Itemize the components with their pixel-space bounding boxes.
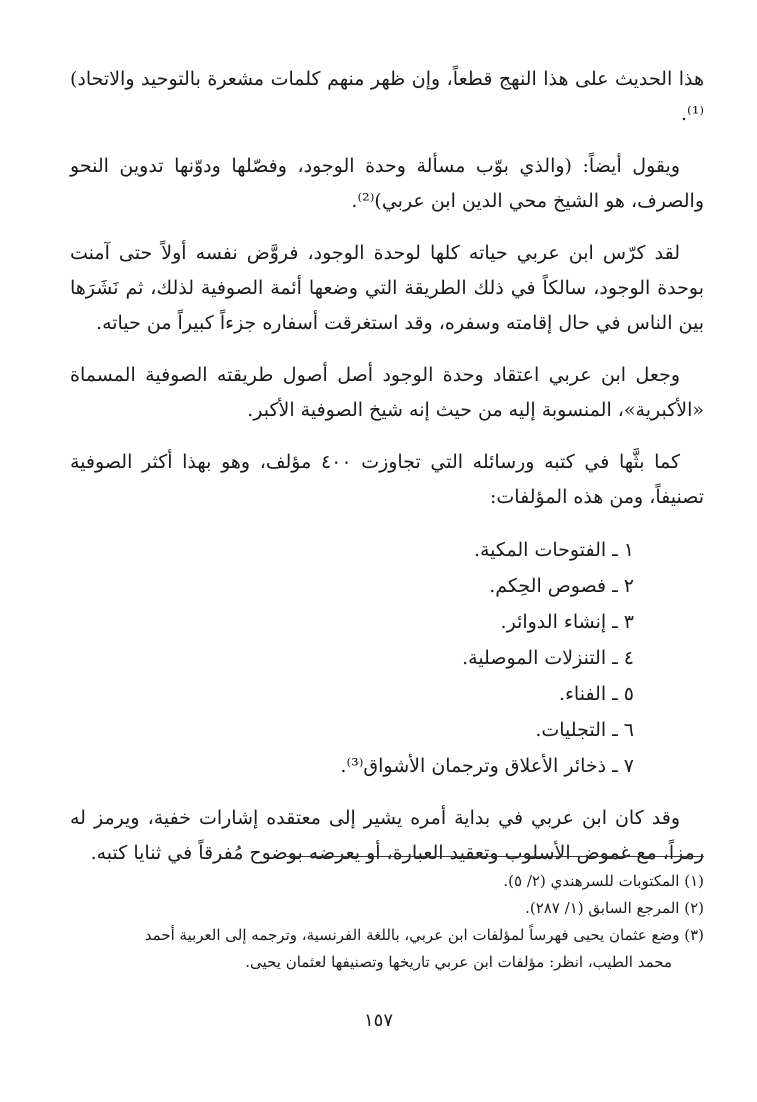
footnote-divider <box>283 856 704 857</box>
list-item: ١ ـ الفتوحات المكية. <box>473 539 634 561</box>
list-item: ٣ ـ إنشاء الدوائر. <box>500 611 634 633</box>
paragraph-5: كما بثَّها في كتبه ورسائله التي تجاوزت ٤٠٠ مؤلف، وهو بهذا أكثر الصوفية تصنيفاً، ومن هذه المؤلفات: <box>70 451 704 508</box>
paragraph-4: وجعل ابن عربي اعتقاد وحدة الوجود أصل أصول طريقته الصوفية المسماة «الأكبرية»، المنسوبة إليه من حيث إنه شيخ الصوفية الأكبر. <box>70 364 704 421</box>
footnote-1: (١) المكتوبات للسرهندي (٢/ ٥). <box>503 872 704 890</box>
footnote-3: (٣) وضع عثمان يحيى فهرساً لمؤلفات ابن عربي، باللغة الفرنسية، وترجمه إلى العربية أحمد <box>144 926 704 944</box>
footnote-2: (٢) المرجع السابق (١/ ٢٨٧). <box>525 899 704 917</box>
page-number: ١٥٧ <box>363 1010 393 1031</box>
paragraph-3: لقد كرّس ابن عربي حياته كلها لوحدة الوجود، فروَّض نفسه أولاً حتى آمنت بوحدة الوجود، سالكاً في ذلك الطريقة التي وضعها أئمة الصوفية لذلك، ثم نَشَرَها بين الناس في حال إقامته وسفره، وقد استغرقت أسفاره جزءاً كبيراً من حياته. <box>70 242 704 334</box>
list-item: ٦ ـ التجليات. <box>535 719 634 741</box>
works-list <box>70 532 704 784</box>
footnote-3-continued: محمد الطيب، انظر: مؤلفات ابن عربي تاريخها وتصنيفها لعثمان يحيى. <box>245 953 672 971</box>
list-item: ٤ ـ التنزلات الموصلية. <box>462 647 634 669</box>
paragraph-1: هذا الحديث على هذا النهج قطعاً، وإن ظهر منهم كلمات مشعرة بالتوحيد والاتحاد)⁽¹⁾. <box>70 68 704 125</box>
paragraph-2: ويقول أيضاً: (والذي بوّب مسألة وحدة الوجود، وفصّلها ودوّنها تدوين النحو والصرف، هو الشيخ محي الدين ابن عربي)⁽²⁾. <box>70 155 704 212</box>
footnotes <box>70 868 704 976</box>
list-item: ٧ ـ ذخائر الأعلاق وترجمان الأشواق⁽³⁾. <box>340 755 634 777</box>
main-text <box>70 62 704 888</box>
list-item: ٥ ـ الفناء. <box>558 683 634 705</box>
closing-paragraph: وقد كان ابن عربي في بداية أمره يشير إلى معتقده إشارات خفية، ويرمز له رمزاً، مع غموض الأسلوب وتعقيد العبارة، أو يعرضه بوضوح مُفرقاً في ثنايا كتبه. <box>70 807 704 864</box>
list-item: ٢ ـ فصوص الحِكم. <box>489 575 634 597</box>
